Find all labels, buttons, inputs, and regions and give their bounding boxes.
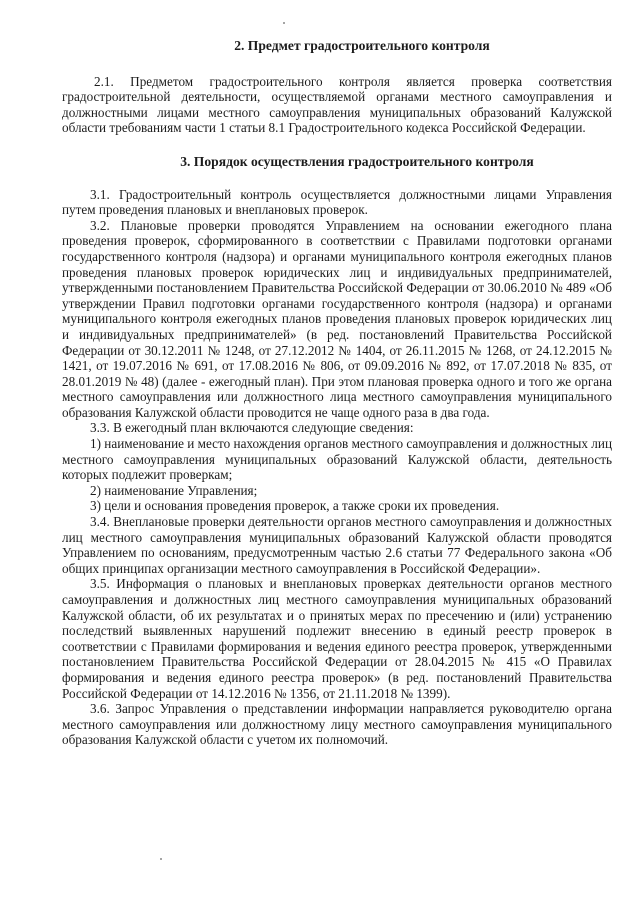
section-3-heading: 3. Порядок осуществления градостроительного контроля <box>180 153 534 169</box>
section-3 <box>62 154 612 748</box>
paragraph-3-6: 3.6. Запрос Управления о представлении информации направляется руководителю органа местного самоуправления или должностному лицу местного самоуправления муниципального образования Калужской области с учетом их полномочий. <box>62 701 612 748</box>
section-2 <box>62 38 612 136</box>
section-2-heading: 2. Предмет градостроительного контроля <box>234 38 490 53</box>
paragraph-3-4: 3.4. Внеплановые проверки деятельности органов местного самоуправления и должностных лиц местного самоуправления муниципальных образований Калужской области проводятся Управлением по основаниям, предусмотренным частью 2.6 статьи 77 Федерального закона «Об общих принципах организации местного самоуправления в Российской Федерации». <box>62 514 612 576</box>
scan-speck <box>283 22 285 24</box>
list-item-1: 1) наименование и место нахождения органов местного самоуправления и должностных лиц местного самоуправления муниципальных образований Калужской области, деятельность которых подлежит проверкам; <box>62 436 612 483</box>
paragraph-3-5: 3.5. Информация о плановых и внеплановых проверках деятельности органов местного самоуправления и должностных лиц местного самоуправления муниципальных образований Калужской области, об их результатах и о принятых мерах по пресечению и (или) устранению последствий выявленных нарушений подлежит внесению в единый реестр проверок в соответствии с Правилами формирования и ведения единого реестра проверок, утвержденными постановлением Правительства Российской Федерации от 28.04.2015 № 415 «О Правилах формирования и ведения единого реестра проверок» (в ред. постановлений Правительства Российской Федерации от 14.12.2016 № 1356, от 21.11.2018 № 1399). <box>62 576 612 701</box>
scan-speck <box>160 858 162 860</box>
paragraph-2-1: 2.1. Предметом градостроительного контроля является проверка соответствия градостроительной деятельности, осуществляемой органами местного самоуправления и должностными лицами местного самоуправления муниципальных образований Калужской области требованиям части 1 статьи 8.1 Градостроительного кодекса Российской Федерации. <box>62 73 612 136</box>
paragraph-3-2: 3.2. Плановые проверки проводятся Управлением на основании ежегодного плана проведения проверок, сформированного в соответствии с Правилами подготовки органами государственного контроля (надзора) и органами муниципального контроля ежегодных планов проведения плановых проверок юридических лиц и индивидуальных предпринимателей, утвержденными постановлением Правительства Российской Федерации от 30.06.2010 № 489 «Об утверждении Правил подготовки органами государственного контроля (надзора) и органами муниципального контроля ежегодных планов проведения плановых проверок юридических лиц и индивидуальных предпринимателей» (в ред. постановлений Правительства Российской Федерации от 30.12.2011 № 1248, от 27.12.2012 № 1404, от 26.11.2015 № 1268, от 24.12.2015 № 1421, от 19.07.2016 № 691, от 17.08.2016 № 806, от 09.09.2016 № 892, от 17.07.2018 № 835, от 28.01.2019 № 48) (далее - ежегодный план). При этом плановая проверка одного и того же органа местного самоуправления или должностного лица местного самоуправления муниципального образования Калужской области проводится не чаще одного раза в два года. <box>62 217 612 420</box>
list-item-2: 2) наименование Управления; <box>90 482 258 498</box>
paragraph-3-1: 3.1. Градостроительный контроль осуществляется должностными лицами Управления путем проведения плановых и внеплановых проверок. <box>62 186 612 218</box>
list-item-3: 3) цели и основания проведения проверок, а также сроки их проведения. <box>90 498 500 514</box>
paragraph-3-3: 3.3. В ежегодный план включаются следующие сведения: <box>90 420 414 436</box>
